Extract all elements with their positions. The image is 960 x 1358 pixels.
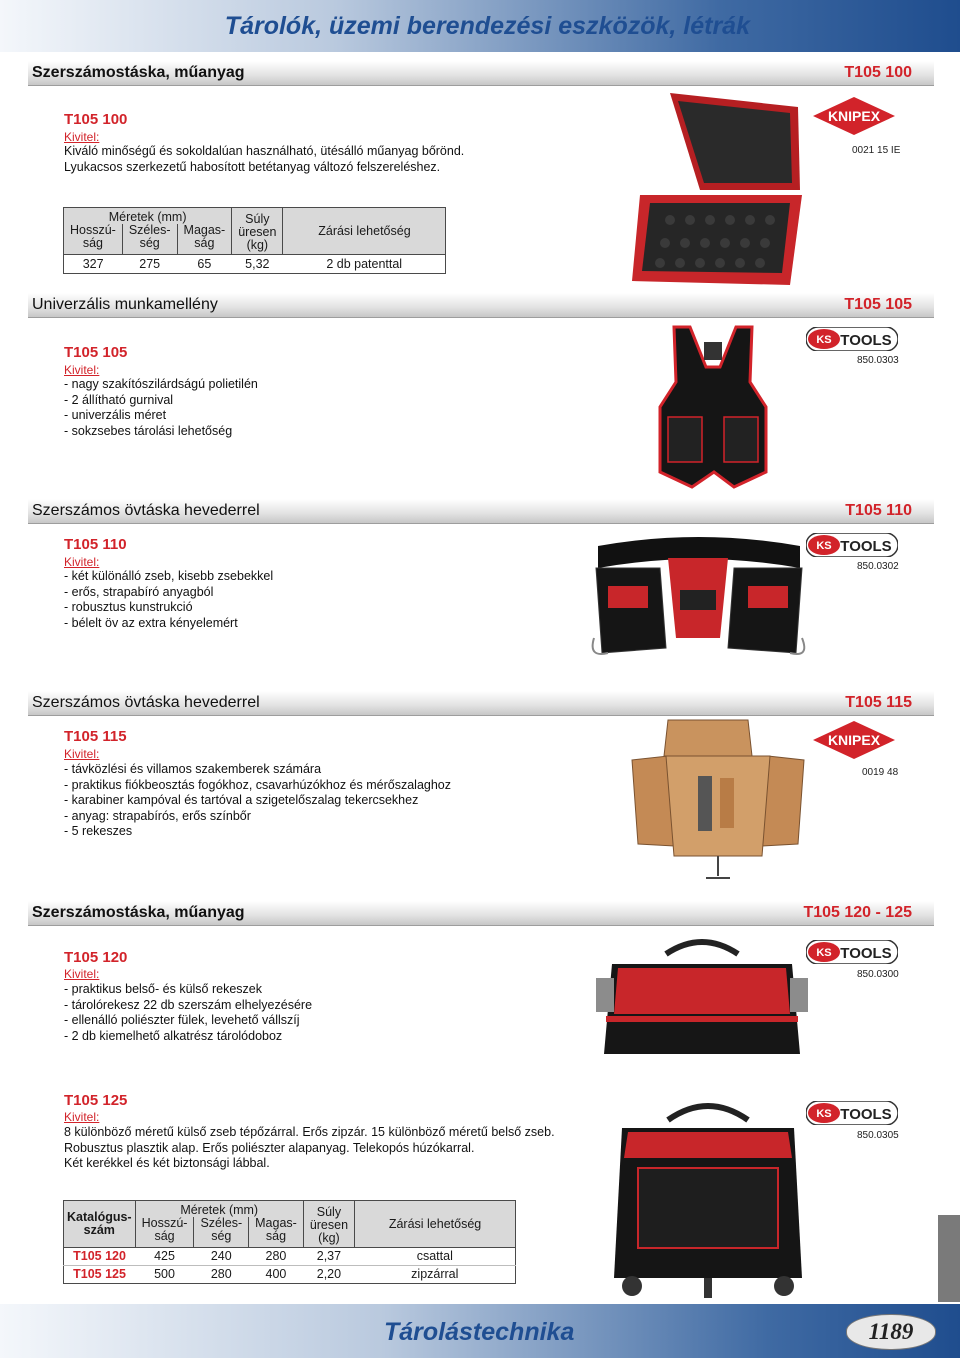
cell: 500	[154, 1267, 175, 1281]
kstools-logo	[806, 1101, 898, 1125]
desc-line: - praktikus belső- és külső rekeszek	[64, 982, 262, 996]
desc-line: - sokzsebes tárolási lehetőség	[64, 423, 233, 438]
lock-header: Zárási lehetőség	[283, 208, 446, 255]
length-header	[135, 1217, 194, 1248]
cell: csattal	[416, 1249, 453, 1263]
section-code: T105 110	[845, 502, 912, 519]
cell: 400	[265, 1267, 287, 1281]
product-description	[64, 569, 273, 631]
height-header	[177, 224, 232, 255]
cell: 275	[139, 256, 161, 271]
product-description	[64, 762, 451, 840]
tool-bag-image	[596, 934, 808, 1060]
desc-line: - ellenálló poliészter fülek, levehető vállszíj	[64, 1013, 300, 1027]
product-code: T105 110	[64, 536, 127, 553]
catalog-number: 0019 48	[862, 767, 899, 778]
cell: 2 db patenttal	[326, 256, 403, 271]
section-code: T105 120 - 125	[803, 904, 912, 921]
desc-line: - erős, strapabíró anyagból	[64, 584, 214, 599]
product-description	[64, 377, 258, 439]
cell: 425	[154, 1249, 175, 1263]
height-label: ság	[194, 236, 215, 250]
section-title: Szerszámostáska, műanyag	[32, 64, 245, 81]
desc-line: - univerzális méret	[64, 408, 167, 422]
length-label: ság	[154, 1229, 175, 1243]
table-row	[64, 1248, 516, 1266]
section-title: Univerzális munkamellény	[32, 296, 218, 313]
product-description	[64, 144, 464, 175]
cell: T105 125	[73, 1267, 126, 1281]
section-header-t105-105	[28, 293, 934, 318]
desc-line: - 2 állítható gurnival	[64, 392, 174, 407]
desc-line: Lyukacsos szerkezetű habosított betétanyag változó felszereléshez.	[64, 159, 441, 174]
footer-title: Tárolástechnika	[384, 1318, 575, 1346]
height-label: Magas-	[255, 1216, 297, 1230]
header-bar	[0, 0, 960, 52]
cell: 2,20	[316, 1267, 342, 1281]
side-tab	[938, 1215, 960, 1302]
table-row	[64, 255, 446, 274]
section-code: T105 105	[844, 296, 912, 313]
cell: T105 120	[73, 1249, 126, 1263]
lock-header: Zárási lehetőség	[355, 1201, 516, 1248]
product-code: T105 100	[64, 111, 128, 128]
weight-label: (kg)	[318, 1231, 340, 1245]
section-header-t105-100	[28, 61, 934, 86]
cell: 280	[210, 1267, 232, 1281]
length-label: Hosszú-	[141, 1216, 188, 1230]
kstools-logo-text: TOOLS	[840, 1106, 892, 1123]
kstools-logo-text: TOOLS	[840, 538, 892, 555]
catalog-number: 850.0305	[857, 1130, 899, 1141]
product-code: T105 105	[64, 344, 128, 361]
section-code: T105 115	[845, 694, 912, 711]
kstools-logo	[806, 327, 898, 351]
footer-bar	[0, 1304, 960, 1358]
kivitel-label: Kivitel:	[64, 555, 100, 569]
catalog-label: szám	[83, 1223, 115, 1237]
spec-table-t105-100	[63, 207, 446, 274]
desc-line: 8 különböző méretű külső zseb tépőzárral. Erős zipzár. 15 különböző méretű belső zseb.	[64, 1125, 555, 1139]
weight-label: Súly	[316, 1205, 342, 1219]
kstools-logo-text: TOOLS	[840, 332, 892, 349]
weight-label: Súly	[245, 212, 270, 226]
product-description	[64, 1125, 555, 1172]
catalog-label: Katalógus-	[67, 1210, 132, 1224]
catalog-number: 850.0303	[857, 355, 899, 366]
desc-line: Robusztus plasztik alap. Erős poliészter alapanyag. Telekopós húzókarral.	[64, 1140, 475, 1155]
desc-line: - 5 rekeszes	[64, 824, 133, 838]
length-label: Hosszú-	[70, 223, 116, 237]
desc-line: - karabiner kampóval és tartóval a szigetelőszalag tekercsekhez	[64, 793, 419, 807]
desc-line: - praktikus fiókbeosztás fogókhoz, csavarhúzókhoz és mérőszalaghoz	[64, 777, 451, 792]
section-title: Szerszámos övtáska hevederrel	[32, 502, 260, 519]
section-title: Szerszámostáska, műanyag	[32, 904, 245, 921]
kivitel-label: Kivitel:	[64, 747, 100, 761]
height-label: ság	[265, 1229, 287, 1243]
desc-line: - robusztus kunstrukció	[64, 600, 193, 614]
desc-line: Kiváló minőségű és sokoldalúan használható, ütésálló műanyag bőrönd.	[64, 144, 465, 158]
width-label: Széles-	[128, 223, 171, 237]
page-header-title: Tárolók, üzemi berendezési eszközök, létrák	[224, 12, 750, 40]
desc-line: - anyag: strapabírós, erős színbőr	[64, 808, 251, 823]
catalog-header	[64, 1201, 136, 1248]
desc-line: Két kerékkel és két biztonsági lábbal.	[64, 1156, 270, 1170]
kivitel-label: Kivitel:	[64, 1110, 100, 1124]
work-vest-image	[654, 322, 772, 492]
plastic-case-image	[630, 85, 806, 290]
section-title: Szerszámos övtáska hevederrel	[32, 694, 260, 711]
cell: 65	[197, 256, 212, 271]
leather-pouch-image	[628, 716, 808, 886]
weight-label: üresen	[309, 1218, 349, 1232]
width-header	[122, 224, 177, 255]
length-header	[64, 224, 123, 255]
cell: zipzárral	[411, 1267, 459, 1281]
dimensions-header: Méretek (mm)	[135, 1201, 303, 1218]
kstools-logo-text: TOOLS	[840, 945, 892, 962]
knipex-logo	[812, 720, 896, 760]
desc-line: - távközlési és villamos szakemberek számára	[64, 762, 322, 776]
height-header	[249, 1217, 304, 1248]
section-header-t105-115	[28, 691, 934, 716]
kivitel-label: Kivitel:	[64, 967, 100, 981]
width-label: ség	[211, 1229, 232, 1243]
table-row	[64, 1266, 516, 1284]
desc-line: - nagy szakítószilárdságú polietilén	[64, 377, 258, 391]
desc-line: - tárolórekesz 22 db szerszám elhelyezésére	[64, 997, 313, 1012]
desc-line: - 2 db kiemelhető alkatrész tárolódoboz	[64, 1028, 283, 1043]
product-code: T105 115	[64, 728, 127, 745]
catalog-number: 0021 15 IE	[852, 145, 901, 156]
dimensions-header: Méretek (mm)	[64, 208, 232, 225]
width-label: Széles-	[200, 1216, 243, 1230]
kstools-logo	[806, 533, 898, 557]
page-number: 1189	[846, 1314, 936, 1350]
desc-line: - két különálló zseb, kisebb zsebekkel	[64, 569, 274, 583]
weight-header	[232, 208, 283, 255]
kivitel-label: Kivitel:	[64, 363, 100, 377]
section-code: T105 100	[844, 64, 912, 81]
knipex-logo-text: KNIPEX	[827, 732, 881, 748]
kivitel-label: Kivitel:	[64, 130, 100, 144]
product-code: T105 120	[64, 949, 128, 966]
svg-text:KS: KS	[816, 334, 832, 346]
weight-label: (kg)	[246, 238, 269, 252]
desc-line: - bélelt öv az extra kényelemért	[64, 615, 238, 630]
cell: 5,32	[245, 256, 270, 271]
width-label: ség	[139, 236, 160, 250]
length-label: ság	[82, 236, 103, 250]
kstools-logo	[806, 940, 898, 964]
spec-table-t105-120-125	[63, 1200, 516, 1284]
height-label: Magas-	[183, 223, 226, 237]
tool-belt-image	[588, 528, 810, 680]
product-description	[64, 982, 312, 1044]
cell: 327	[82, 256, 104, 271]
cell: 240	[210, 1249, 232, 1263]
weight-label: üresen	[238, 225, 277, 239]
trolley-bag-image	[608, 1098, 808, 1300]
section-header-t105-110	[28, 499, 934, 524]
knipex-logo	[812, 96, 896, 136]
svg-text:KS: KS	[816, 1108, 832, 1120]
product-code: T105 125	[64, 1092, 128, 1109]
cell: 2,37	[316, 1249, 342, 1263]
catalog-number: 850.0302	[857, 561, 899, 572]
svg-text:KS: KS	[816, 540, 832, 552]
knipex-logo-text: KNIPEX	[827, 108, 881, 124]
weight-header	[303, 1201, 354, 1248]
width-header	[194, 1217, 249, 1248]
catalog-number: 850.0300	[857, 969, 899, 980]
section-header-t105-120-125	[28, 901, 934, 926]
cell: 280	[265, 1249, 287, 1263]
svg-text:KS: KS	[816, 947, 832, 959]
